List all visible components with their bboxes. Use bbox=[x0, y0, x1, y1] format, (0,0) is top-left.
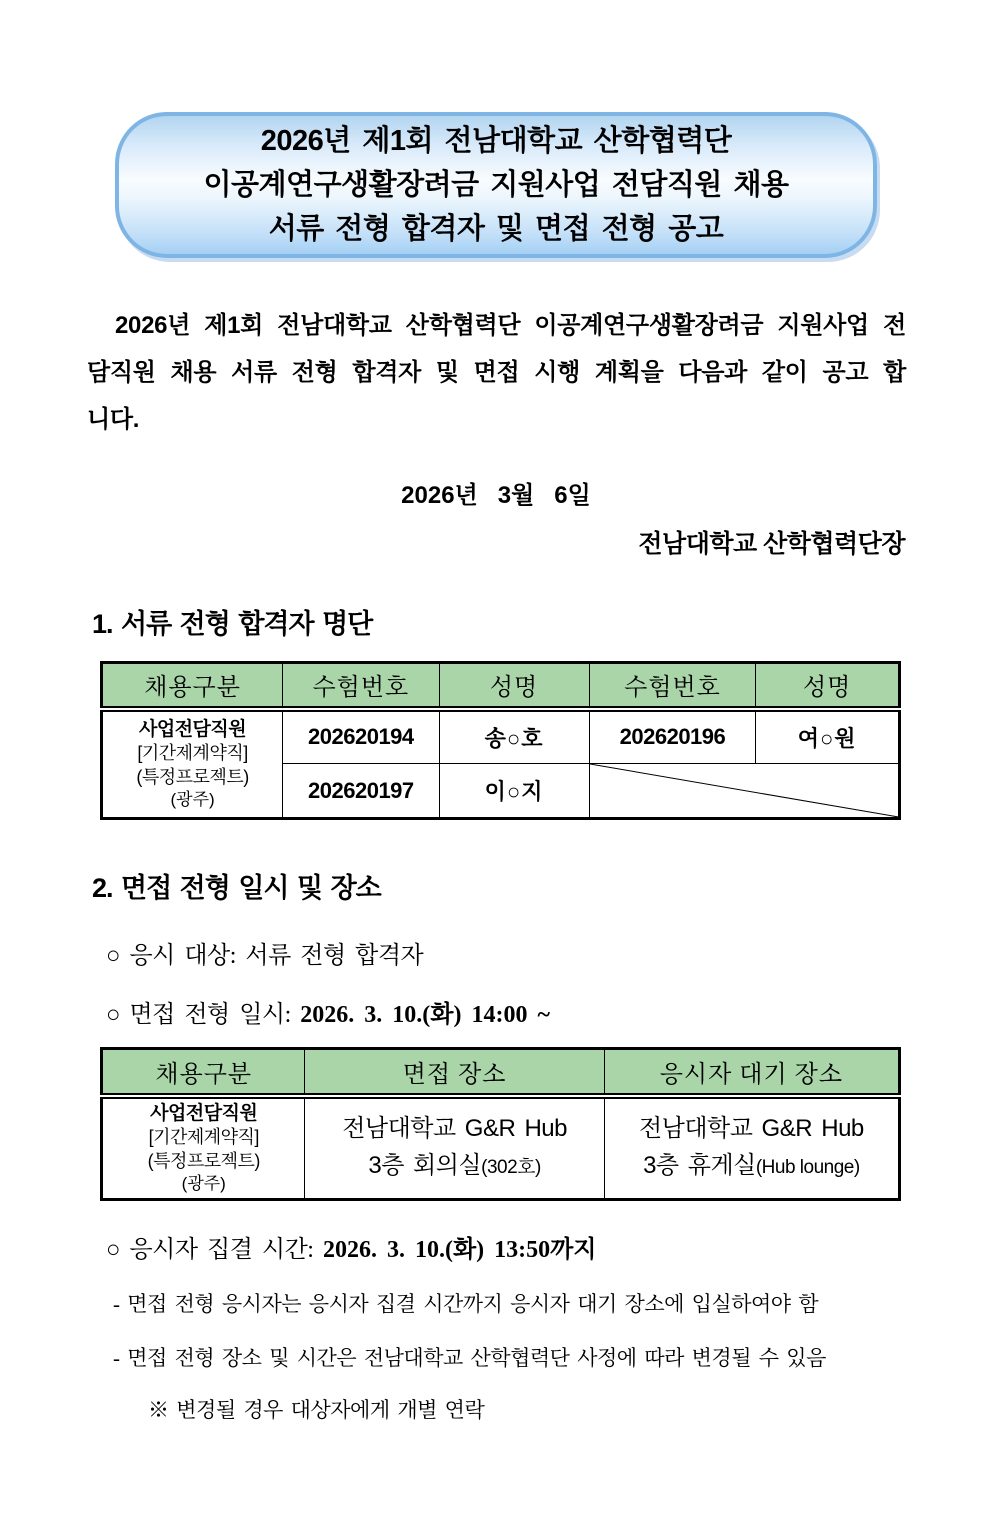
name-cell: 송○호 bbox=[439, 709, 589, 764]
interview-place-room: 3층 회의실 bbox=[368, 1151, 482, 1179]
interview-place-cell bbox=[305, 1096, 604, 1200]
pass-list-table bbox=[100, 661, 901, 820]
category-title: 사업전담직원 bbox=[139, 718, 247, 740]
bullet-interview-datetime-label: ○ 면접 전형 일시: bbox=[106, 1002, 301, 1028]
title-line-1: 2026년 제1회 전남대학교 산학협력단 bbox=[260, 125, 732, 157]
waiting-place-line1: 전남대학교 G&R Hub bbox=[638, 1114, 864, 1142]
header-exam-no-2: 수험번호 bbox=[589, 663, 756, 709]
section1-heading: 1. 서류 전형 합격자 명단 bbox=[92, 609, 373, 639]
exam-number-cell: 202620194 bbox=[283, 709, 439, 764]
exam-number-cell: 202620196 bbox=[589, 709, 756, 764]
header-name-1: 성명 bbox=[439, 663, 589, 709]
bullet-interview-datetime bbox=[106, 994, 992, 1029]
pass-list-header-row bbox=[102, 663, 900, 709]
waiting-place-room-name: (Hub lounge) bbox=[755, 1156, 860, 1178]
bullet-gather-time bbox=[106, 1229, 992, 1264]
header-category: 채용구분 bbox=[102, 663, 283, 709]
category-contract-type: [기간제계약직] bbox=[137, 742, 248, 763]
empty-diagonal-cell bbox=[589, 764, 899, 819]
category-project-type: (특정프로젝트) bbox=[136, 766, 249, 787]
interview-place-room-number: (302호) bbox=[481, 1156, 541, 1178]
note-change-possibility: - 면접 전형 장소 및 시간은 전남대학교 산학협력단 사정에 따라 변경될 수 있음 bbox=[113, 1346, 826, 1370]
interview-place-line2 bbox=[305, 1147, 603, 1187]
table-row bbox=[102, 1096, 900, 1200]
sub-note-individual-contact: ※ 변경될 경우 대상자에게 개별 연락 bbox=[148, 1398, 485, 1422]
category-title: 사업전담직원 bbox=[150, 1102, 258, 1124]
name-cell: 여○원 bbox=[756, 709, 900, 764]
waiting-place-room: 3층 휴게실 bbox=[643, 1151, 756, 1179]
interview-place-table bbox=[100, 1047, 901, 1201]
table-row bbox=[102, 709, 900, 764]
category-location: (광주) bbox=[170, 790, 215, 810]
diagonal-slash-icon bbox=[590, 764, 898, 817]
category-project-type: (특정프로젝트) bbox=[147, 1150, 260, 1171]
waiting-place-line2 bbox=[605, 1147, 898, 1187]
header-category: 채용구분 bbox=[102, 1049, 305, 1096]
category-cell bbox=[102, 1096, 305, 1200]
title-box bbox=[115, 112, 877, 258]
title-line-2: 이공계연구생활장려금 지원사업 전담직원 채용 bbox=[203, 169, 789, 201]
issuer-signature: 전남대학교 산학협력단장 bbox=[638, 530, 905, 558]
bullet-target: ○ 응시 대상: 서류 전형 합격자 bbox=[106, 943, 424, 969]
name-cell: 이○지 bbox=[439, 764, 589, 819]
waiting-place-cell bbox=[604, 1096, 899, 1200]
header-interview-place: 면접 장소 bbox=[305, 1049, 604, 1096]
bullet-interview-datetime-value: 2026. 3. 10.(화) 14:00 ~ bbox=[300, 1002, 550, 1028]
interview-table-header-row bbox=[102, 1049, 900, 1096]
bullet-gather-time-label: ○ 응시자 집결 시간: bbox=[106, 1237, 323, 1263]
category-contract-type: [기간제계약직] bbox=[148, 1126, 259, 1147]
title-line-3: 서류 전형 합격자 및 면접 전형 공고 bbox=[268, 213, 724, 245]
category-cell bbox=[102, 709, 283, 819]
announcement-page bbox=[0, 112, 992, 1515]
exam-number-cell: 202620197 bbox=[283, 764, 439, 819]
intro-paragraph: 2026년 제1회 전남대학교 산학협력단 이공계연구생활장려금 지원사업 전담직원 채용 서류 전형 합격자 및 면접 시행 계획을 다음과 같이 공고 합니다. bbox=[87, 312, 906, 433]
header-name-2: 성명 bbox=[756, 663, 900, 709]
interview-place-line1: 전남대학교 G&R Hub bbox=[342, 1114, 567, 1142]
category-location: (광주) bbox=[181, 1174, 226, 1194]
note-entry-requirement: - 면접 전형 응시자는 응시자 집결 시간까지 응시자 대기 장소에 입실하여야 함 bbox=[113, 1292, 819, 1316]
header-exam-no-1: 수험번호 bbox=[283, 663, 439, 709]
bullet-gather-time-value: 2026. 3. 10.(화) 13:50까지 bbox=[322, 1237, 597, 1263]
header-waiting-place: 응시자 대기 장소 bbox=[604, 1049, 899, 1096]
issue-date: 2026년 3월 6일 bbox=[401, 482, 591, 509]
section2-heading: 2. 면접 전형 일시 및 장소 bbox=[92, 873, 381, 903]
